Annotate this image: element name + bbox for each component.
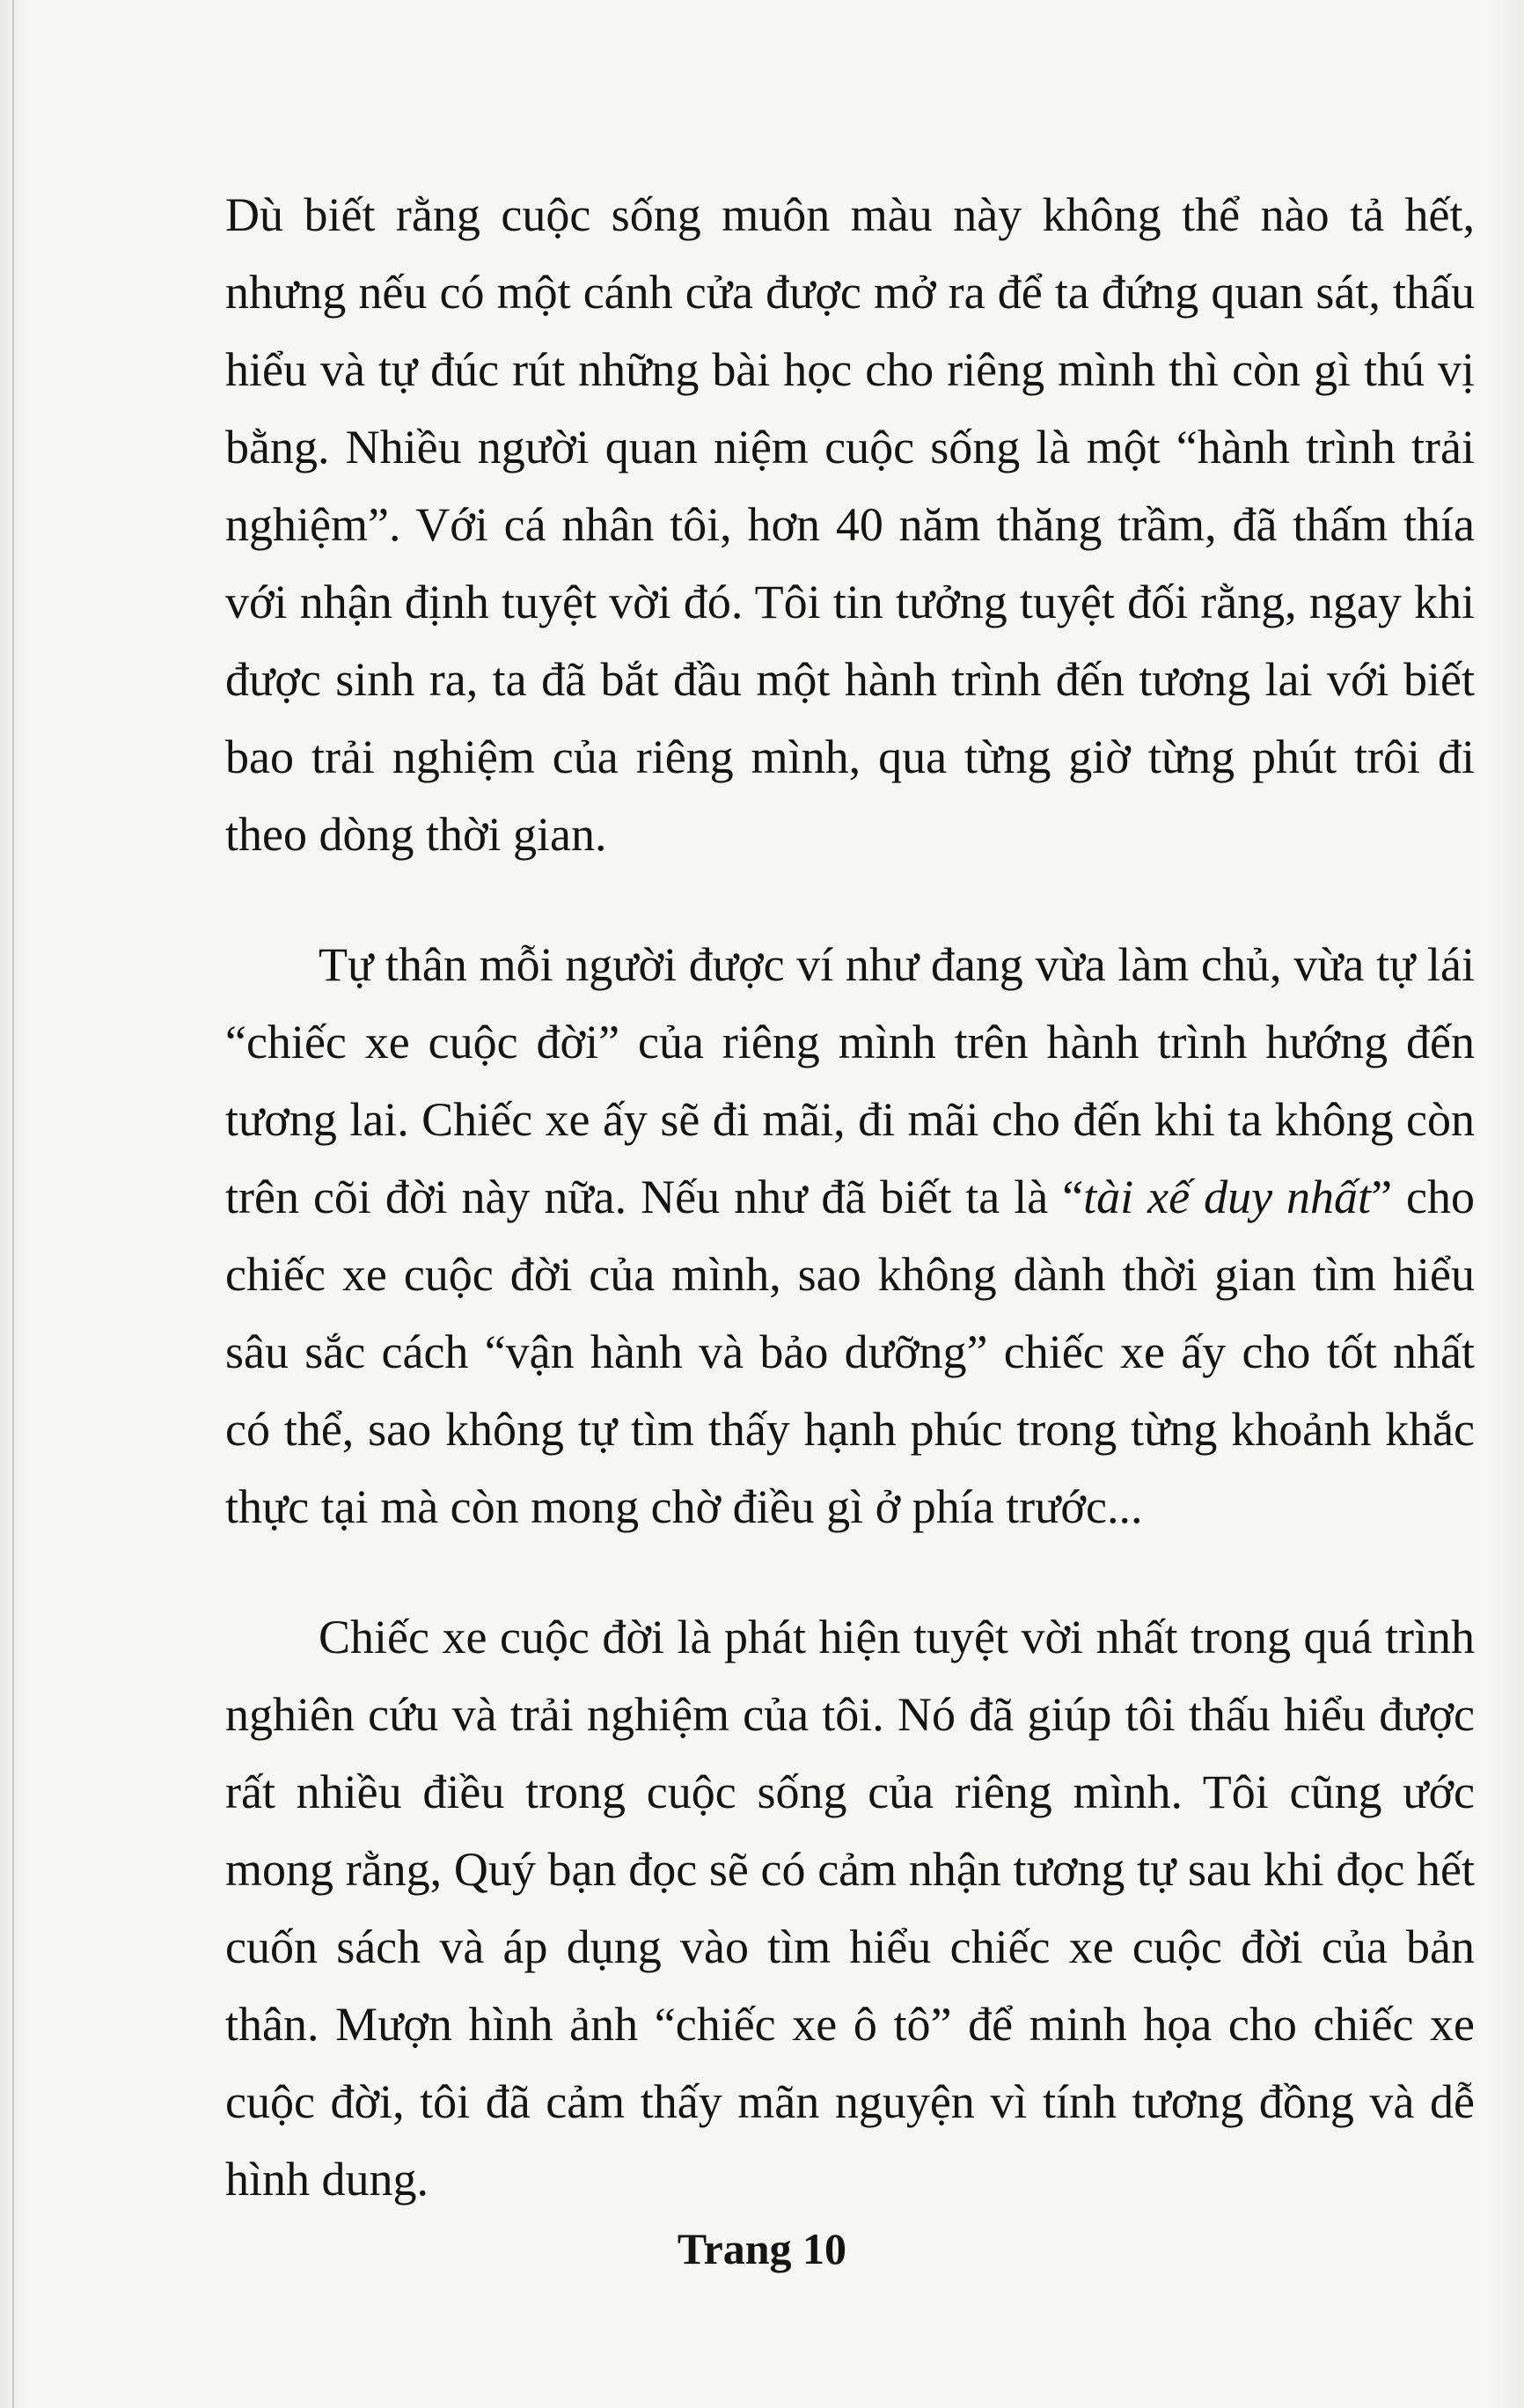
paragraph-2-italic-phrase: tài xế duy nhất bbox=[1083, 1171, 1372, 1223]
body-text bbox=[225, 176, 1475, 2218]
paragraph-2 bbox=[225, 926, 1475, 1545]
paragraph-3: Chiếc xe cuộc đời là phát hiện tuyệt vời nhất trong quá trình nghiên cứu và trải nghiệm của tôi. Nó đã giúp tôi thấu hiểu được rất nhiều điều trong cuộc sống của riêng mình. Tôi cũng ước mong rằng, Quý bạn đọc sẽ có cảm nhận tương tự sau khi đọc hết cuốn sách và áp dụng vào tìm hiểu chiếc xe cuộc đời của bản thân. Mượn hình ảnh “chiếc xe ô tô” để minh họa cho chiếc xe cuộc đời, tôi đã cảm thấy mãn nguyện vì tính tương đồng và dễ hình dung. bbox=[225, 1611, 1475, 2206]
page-binding-edge bbox=[12, 0, 14, 2408]
paragraph-1: Dù biết rằng cuộc sống muôn màu này không thể nào tả hết, nhưng nếu có một cánh cửa được mở ra để ta đứng quan sát, thấu hiểu và tự đúc rút những bài học cho riêng mình thì còn gì thú vị bằng. Nhiều người quan niệm cuộc sống là một “hành trình trải nghiệm”. Với cá nhân tôi, hơn 40 năm thăng trầm, đã thấm thía với nhận định tuyệt vời đó. Tôi tin tưởng tuyệt đối rằng, ngay khi được sinh ra, ta đã bắt đầu một hành trình đến tương lai với biết bao trải nghiệm của riêng mình, qua từng giờ từng phút trôi đi theo dòng thời gian. bbox=[225, 188, 1475, 861]
page-number: Trang 10 bbox=[677, 2224, 847, 2273]
paragraph-2-part-1: Tự thân mỗi người được ví như đang vừa làm chủ, vừa tự lái “chiếc xe cuộc đời” của riêng mình trên hành trình hướng đến tương lai. Chiếc xe ấy sẽ đi mãi, đi mãi cho đến khi ta không còn trên cõi đời này nữa. Nếu như đã biết ta là “ bbox=[225, 938, 1475, 1223]
paragraph-2-part-2: ” cho chiếc xe cuộc đời của mình, sao không dành thời gian tìm hiểu sâu sắc cách “vận hành và bảo dưỡng” chiếc xe ấy cho tốt nhất có thể, sao không tự tìm thấy hạnh phúc trong từng khoảnh khắc thực tại mà còn mong chờ điều gì ở phía trước... bbox=[225, 1171, 1475, 1533]
